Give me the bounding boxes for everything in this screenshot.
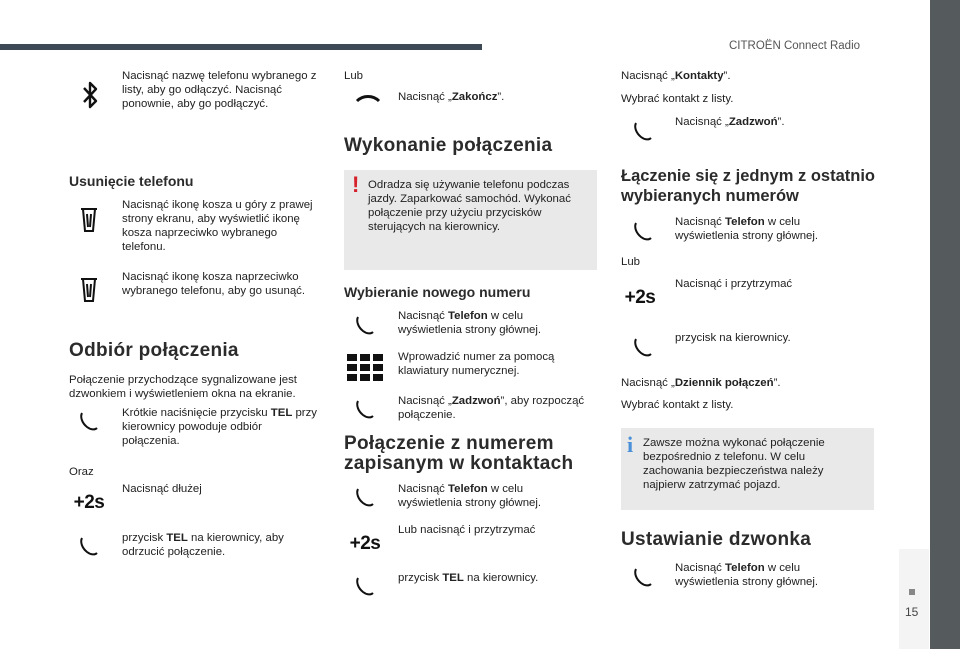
bt-text: Nacisnąć nazwę telefonu wybranego z listy, aby go odłączyć. Nacisnąć ponownie, aby go podłączyć. (122, 70, 317, 110)
keypad-icon (347, 353, 385, 383)
hold-2s-icon: +2s (73, 492, 105, 513)
header-rule (0, 44, 482, 50)
telefon4-text: Nacisnąć Telefon w celu wyświetlenia strony głównej. (675, 562, 819, 588)
info-icon: i (627, 432, 634, 457)
kontakt-title-1: Połączenie z numerem (344, 433, 554, 454)
przytrzymac3-text: Nacisnąć i przytrzymać (675, 278, 793, 290)
phone-handset-icon (632, 220, 654, 242)
usun-text-1: Nacisnąć ikonę kosza u góry z prawej strony ekranu, aby wyświetlić ikonę kosza naprzeciwko wybranego telefonu. (122, 199, 313, 253)
zadzwon-text: Nacisnąć „Zadzwoń”, aby rozpocząć połączenie. (398, 395, 585, 421)
warning-icon: ! (352, 172, 360, 197)
header-brand: CITROËN Connect Radio (729, 40, 861, 52)
telefon-text: Nacisnąć Telefon w celu wyświetlenia strony głównej. (398, 310, 542, 336)
phone-handset-icon (632, 336, 654, 358)
page-marker (909, 589, 915, 595)
kontakt-title-2: zapisanym w kontaktach (344, 453, 574, 474)
phone-handset-icon (632, 120, 654, 142)
usun-title: Usunięcie telefonu (69, 173, 194, 189)
dluzej-text: Nacisnąć dłużej (122, 483, 202, 495)
numer-text: Wprowadzić numer za pomocą klawiatury numerycznej. (398, 351, 555, 377)
side-tab (899, 549, 929, 649)
hold-2s-icon: +2s (349, 533, 381, 554)
zadzwon3-text: Nacisnąć „Zadzwoń”. (675, 116, 785, 128)
przytrzymac-text: Lub nacisnąć i przytrzymać (398, 524, 536, 536)
bluetooth-icon (78, 78, 102, 112)
nowy-title: Wybieranie nowego numeru (344, 284, 531, 300)
phone-handset-icon (78, 410, 100, 432)
trash-icon (78, 275, 100, 305)
right-strip (930, 0, 960, 649)
odrzuc-text: przycisk TEL na kierownicy, aby odrzucić połączenie. (122, 532, 284, 558)
przycisk3-text: przycisk na kierownicy. (675, 332, 791, 344)
phone-handset-icon (354, 398, 376, 420)
ostatni-title-2: wybieranych numerów (621, 187, 799, 205)
phone-handset-icon (354, 314, 376, 336)
usun-text-2: Nacisnąć ikonę kosza naprzeciwko wybranego telefonu, aby go usunąć. (122, 271, 306, 297)
zakoncz-text: Nacisnąć „Zakończ”. (398, 91, 505, 103)
lub3-label: Lub (621, 256, 641, 268)
ostatni-title-1: Łączenie się z jednym z ostatnio (621, 167, 875, 185)
telefon2-text: Nacisnąć Telefon w celu wyświetlenia strony głównej. (398, 483, 542, 509)
odbior-title: Odbiór połączenia (69, 340, 239, 361)
odbior-text: Krótkie naciśnięcie przycisku TEL przy kierownicy powoduje odbiór połączenia. (122, 407, 317, 447)
page-number: 15 (905, 605, 919, 619)
warning-text: Odradza się używanie telefonu podczas jazdy. Zaparkować samochód. Wykonać połączenie przy użyciu przycisków sterujących na kierownicy. (368, 179, 571, 233)
phone-handset-icon (354, 486, 376, 508)
telefon3-text: Nacisnąć Telefon w celu wyświetlenia strony głównej. (675, 216, 819, 242)
wybrac2-text: Wybrać kontakt z listy. (621, 399, 734, 411)
kontakty-text: Nacisnąć „Kontakty”. (621, 70, 731, 82)
hold-2s-icon: +2s (624, 287, 656, 308)
dzwonek-title: Ustawianie dzwonka (621, 529, 812, 550)
trash-icon (78, 205, 100, 235)
phone-handset-icon (78, 535, 100, 557)
phone-handset-icon (632, 566, 654, 588)
oraz-label: Oraz (69, 466, 94, 478)
phone-handset-icon (354, 575, 376, 597)
wykonanie-title: Wykonanie połączenia (344, 135, 553, 156)
info-text: Zawsze można wykonać połączenie bezpośrednio z telefonu. W celu zachowania bezpieczeństwa należy najpierw zatrzymać pojazd. (643, 437, 825, 491)
odbior-intro: Połączenie przychodzące sygnalizowane jest dzwonkiem i wyświetleniem okna na ekranie. (69, 374, 297, 400)
lub-label: Lub (344, 70, 364, 82)
wybrac-text: Wybrać kontakt z listy. (621, 93, 734, 105)
dziennik-text: Nacisnąć „Dziennik połączeń”. (621, 377, 781, 389)
hangup-icon (354, 92, 382, 106)
tel-text: przycisk TEL na kierownicy. (398, 572, 539, 584)
